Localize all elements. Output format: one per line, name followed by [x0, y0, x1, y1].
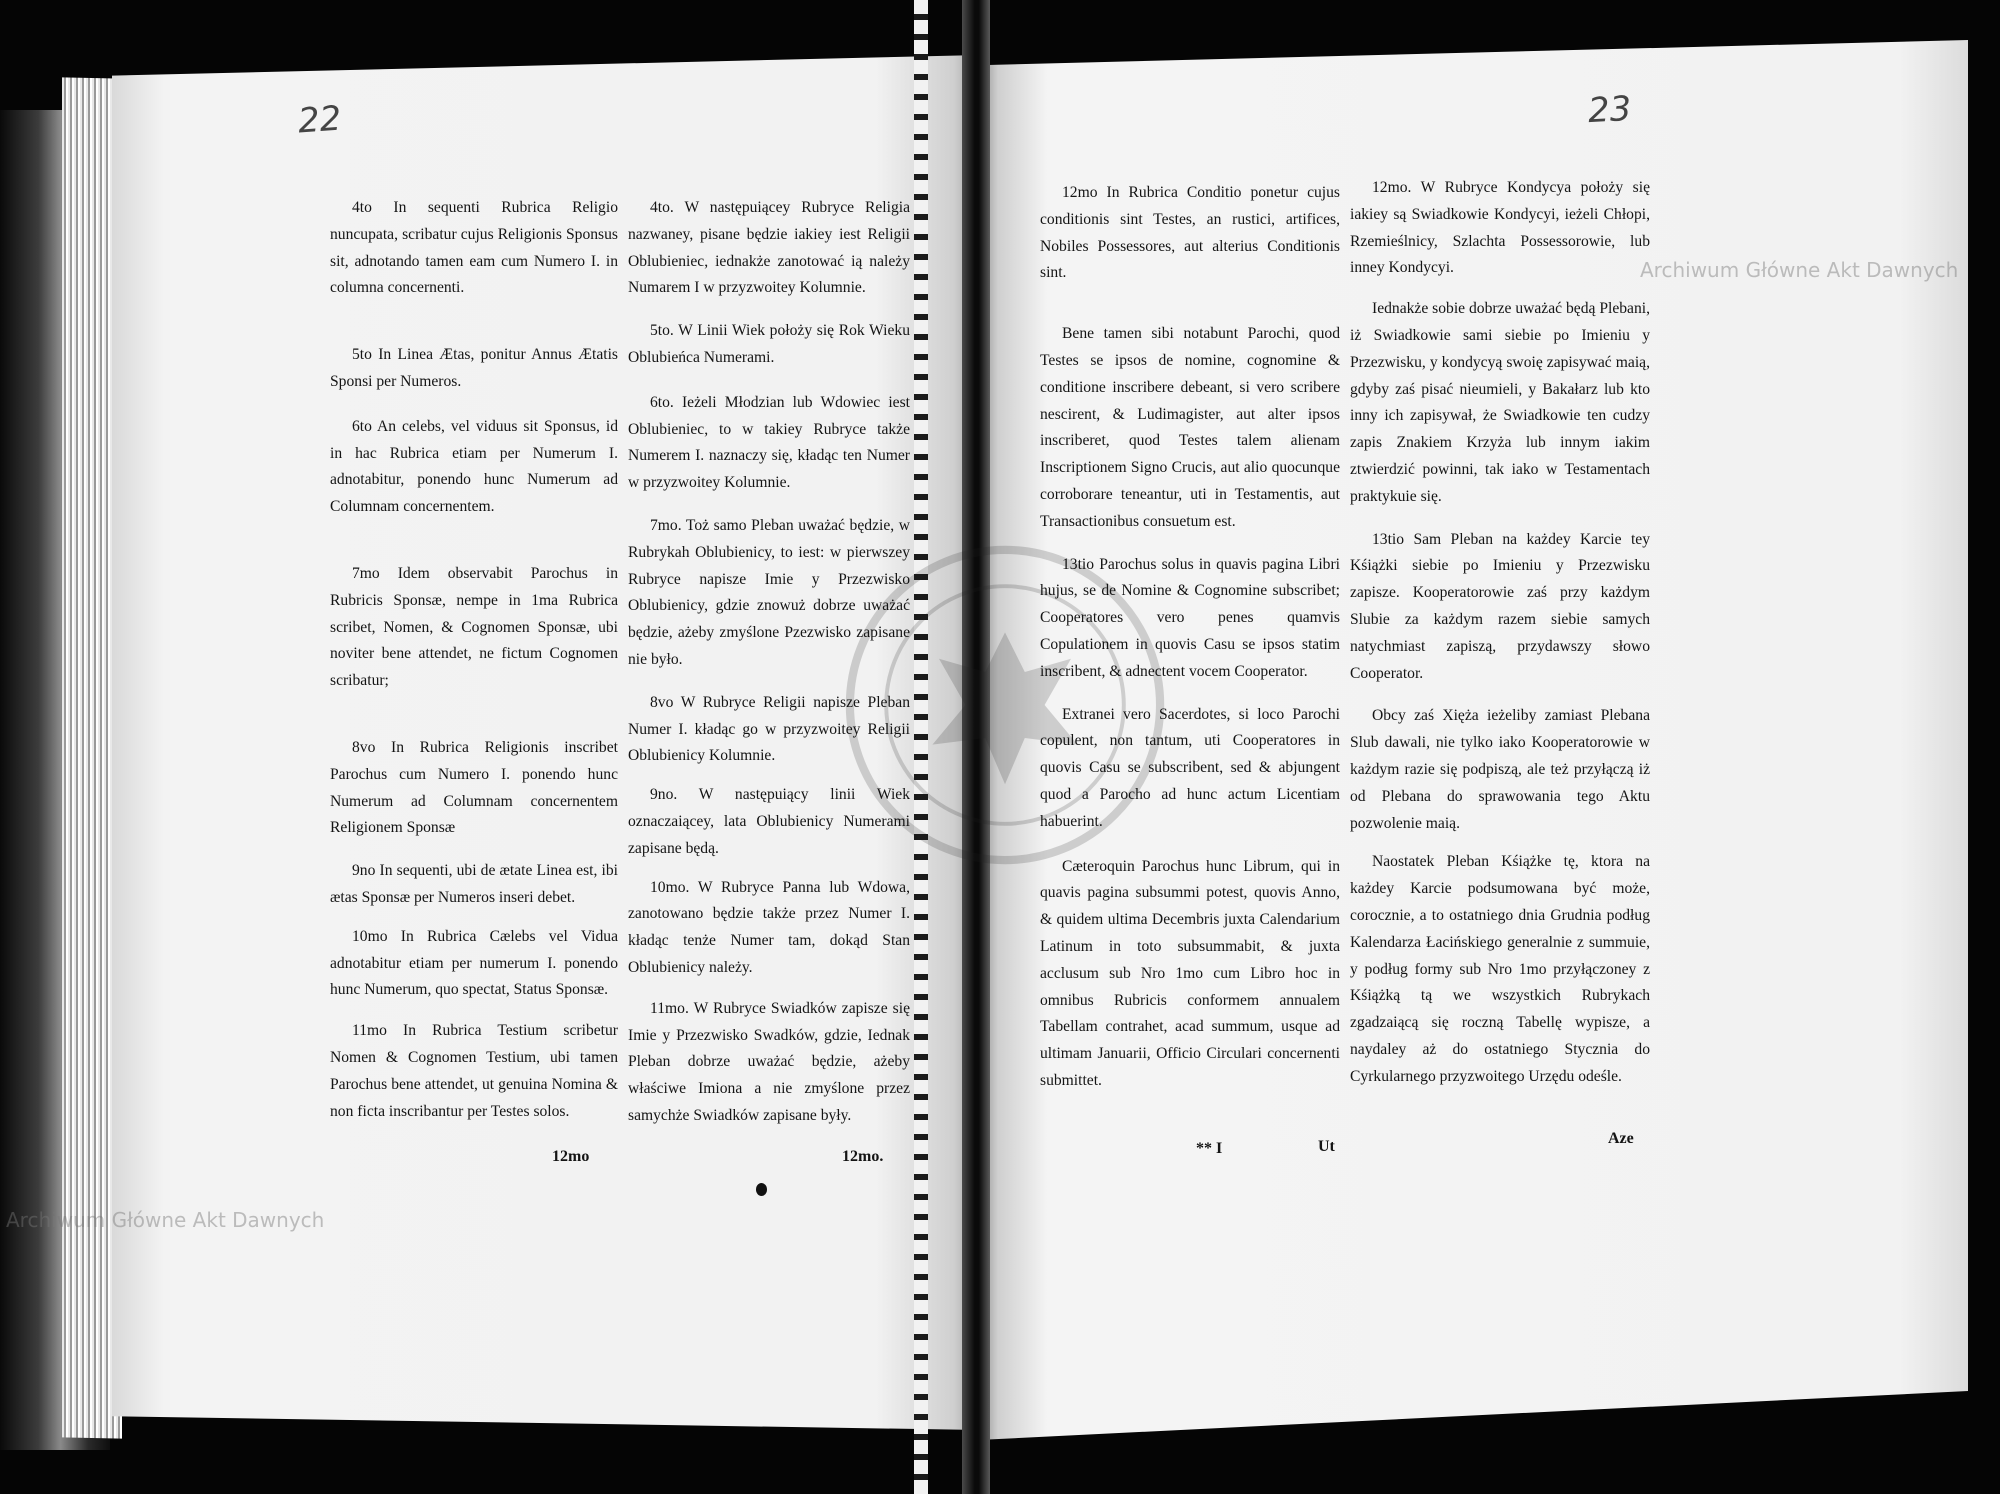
paragraph: 9no. W następuiący linii Wiek oznaczaiącey, lata Oblubienicy Numerami zapisane będą. [628, 786, 910, 857]
paragraph: 10mo. W Rubryce Panna lub Wdowa, zanotowano będzie także przez Numer I. kładąc tenże Numer tam, dokąd Stan Oblubienicy należy. [628, 878, 910, 976]
catchword-polish-right: Aze [1608, 1130, 1634, 1147]
archive-watermark-top: Archiwum Główne Akt Dawnych [1640, 258, 1959, 282]
paragraph: 7mo Idem observabit Parochus in Rubricis Sponsæ, nempe in 1ma Rubrica scribet, Nomen, & Cognomen Sponsæ, ubi noviter bene attendet, ne fictum Cognomen scribatur; [330, 564, 618, 690]
paragraph: 12mo In Rubrica Conditio ponetur cujus conditionis sint Testes, an rustici, artifices, Nobiles Possessores, aut alterius Conditionis sint. [1040, 184, 1340, 282]
right-latin-column [1040, 180, 1340, 1119]
paragraph: 6to. Ieżeli Młodzian lub Wdowiec iest Oblubieniec, to w takiey Rubryce także Numerem I. naznaczy się, kładąc ten Numer w przyzwoitey Kolumnie. [628, 393, 910, 492]
paragraph: 13tio Parochus solus in quavis pagina Libri hujus, se de Nomine & Cognomine subscribet; Cooperatores vero penes quamvis Copulationem in quovis Casu se ipsos statim inscribent, & adnectent vocem Cooperator. [1040, 555, 1340, 680]
paragraph: Obcy zaś Xięża ieżeliby zamiast Plebana Slub dawali, nie tylko iako Kooperatorowie w każdym razie się podpiszą, ale też przyłączą iż od Plebana do sprawowania tego Aktu pozwolenie maią. [1350, 707, 1650, 832]
catchword-latin-left: 12mo [552, 1148, 590, 1165]
folio-number-left: 22 [296, 98, 343, 142]
paragraph: Cæteroquin Parochus hunc Librum, qui in quavis pagina subsummi potest, quovis Anno, & quidem ultima Decembris juxta Calendarium Latinum in toto subsummabit, & juxta acclusum sub Nro 1mo cum Libro hoc in omnibus Rubricis conformem annualem Tabellam contrahet, acad summum, usque ad ultimam Januarii, Officio Circulari concernenti submittet. [1040, 857, 1340, 1089]
left-latin-column [330, 195, 618, 1149]
signature-mark: ** I [1196, 1140, 1223, 1157]
paragraph: Naostatek Pleban Kśiążke tę, ktora na każdey Karcie podsumowana być może, corocznie, a to ostatniego dnia Grudnia podług Kalendarza Łacińskiego generalnie z summuie, y podług formy sub Nro 1mo przyłączoney z Kśiążką tą we wszystkich Rubrykach zgadzaiącą się roczną Tabellę wypisze, a naydaley aż do ostatniego Stycznia do Cyrkularnego przyzwoitego Urzędu odeśle. [1350, 853, 1650, 1085]
catchword-latin-right: Ut [1318, 1138, 1335, 1155]
paragraph: Extranei vero Sacerdotes, si loco Parochi copulent, non tantum, uti Cooperatores in quovis Casu se subscribent, sed & abjungent quod a Parocho ad hunc actum Licentiam habuerint. [1040, 705, 1340, 830]
paragraph: 5to. W Linii Wiek położy się Rok Wieku Oblubieńca Numerami. [628, 322, 910, 366]
paragraph: 8vo In Rubrica Religionis inscribet Parochus cum Numero I. ponendo hunc Numerum ad Columnam concernentem Religionem Sponsæ [330, 738, 618, 837]
paragraph: 11mo In Rubrica Testium scribetur Nomen & Cognomen Testium, ubi tamen Parochus bene attendet, ut genuina Nomina & non ficta inscribantur per Testes solos. [330, 1022, 618, 1120]
right-polish-column [1350, 175, 1650, 1115]
paragraph: 5to In Linea Ætas, ponitur Annus Ætatis Sponsi per Numeros. [330, 346, 618, 390]
paragraph: 7mo. Toż samo Pleban uważać będzie, w Rubrykah Oblubienicy, to iest: w pierwszey Rubryce napisze Imie y Przezwisko Oblubienicy, gdzie znowuż dobrze uważać będzie, ażeby zmyślone Pzezwisko zapisane nie było. [628, 516, 910, 668]
paragraph: 9no In sequenti, ubi de ætate Linea est, ibi ætas Sponsæ per Numeros inseri debet. [330, 862, 618, 906]
paragraph: 4to In sequenti Rubrica Religio nuncupata, scribatur cujus Religionis Sponsus sit, adnotando tamen eam cum Numero I. in columna concernenti. [330, 199, 618, 297]
ink-blot [756, 1183, 767, 1196]
paragraph: 12mo. W Rubryce Kondycya położy się iakiey są Swiadkowie Kondycyi, ieżeli Chłopi, Rzemieślnicy, Szlachta Possessorowie, lub inney Kondycyi. [1350, 179, 1650, 277]
paragraph: 11mo. W Rubryce Swiadków zapisze się Imie y Przezwisko Swadków, gdzie, Iednak Pleban dobrze uważać będzie, ażeby właściwe Imiona a nie zmyślone przez samychże Swiadków zapisane były. [628, 999, 910, 1124]
folio-number-right: 23 [1586, 88, 1633, 132]
paragraph: 10mo In Rubrica Cælebs vel Vidua adnotabitur etiam per numerum I. ponendo hunc Numerum, quo spectat, Status Sponsæ. [330, 927, 618, 999]
left-polish-column [628, 195, 910, 1154]
catchword-polish-left: 12mo. [842, 1148, 884, 1165]
paragraph: 4to. W następuiącey Rubryce Religia nazwaney, pisane będzie iakiey iest Religii Oblubieniec, iednakże zanotować ią należy Numarem I w przyzwoitey Kolumnie. [628, 199, 910, 297]
paragraph: Iednakże sobie dobrze uważać będą Plebani, iż Swiadkowie sami siebie po Imieniu y Przezwisku, y kondycyą swoię zapisywać maią, gdyby zaś pisać nieumieli, y Bakałarz lub kto inny ich zapisywał, że Swiadkowie ten cudzy zapis Znakiem Krzyża lub innym iakim ztwierdzić powinni, tak iako w Testamentach praktykuie się. [1350, 300, 1650, 505]
archive-watermark-bottom: Archiwum Główne Akt Dawnych [6, 1208, 325, 1232]
paragraph: 13tio Sam Pleban na każdey Karcie tey Kśiążki siebie po Imieniu y Przezwisku zapisze. Kooperatorowie zaś przy każdym Slubie za każdym razem siebie samych natychmiast zapiszą, przydawszy słowo Cooperator. [1350, 530, 1650, 682]
paragraph: Bene tamen sibi notabunt Parochi, quod Testes se ipsos de nomine, cognomine & conditione inscribere debeant, si vero scribere nescirent, & Ludimagister, aut alter ipsos inscriberet, quod Testes talem alienam Inscriptionem Signo Crucis, aut alio quocunque corroborare teneantur, uti in Testamentis, aut Transactionibus consuetum est. [1040, 325, 1340, 530]
paragraph: 8vo W Rubryce Religii napisze Pleban Numer I. kładąc go w przyzwoitey Religii Oblubienicy Kolumnie. [628, 693, 910, 765]
paragraph: 6to An celebs, vel viduus sit Sponsus, id in hac Rubrica etiam per Numerum I. adnotabitur, ponendo hunc Numerum ad Columnam concernentem. [330, 417, 618, 516]
